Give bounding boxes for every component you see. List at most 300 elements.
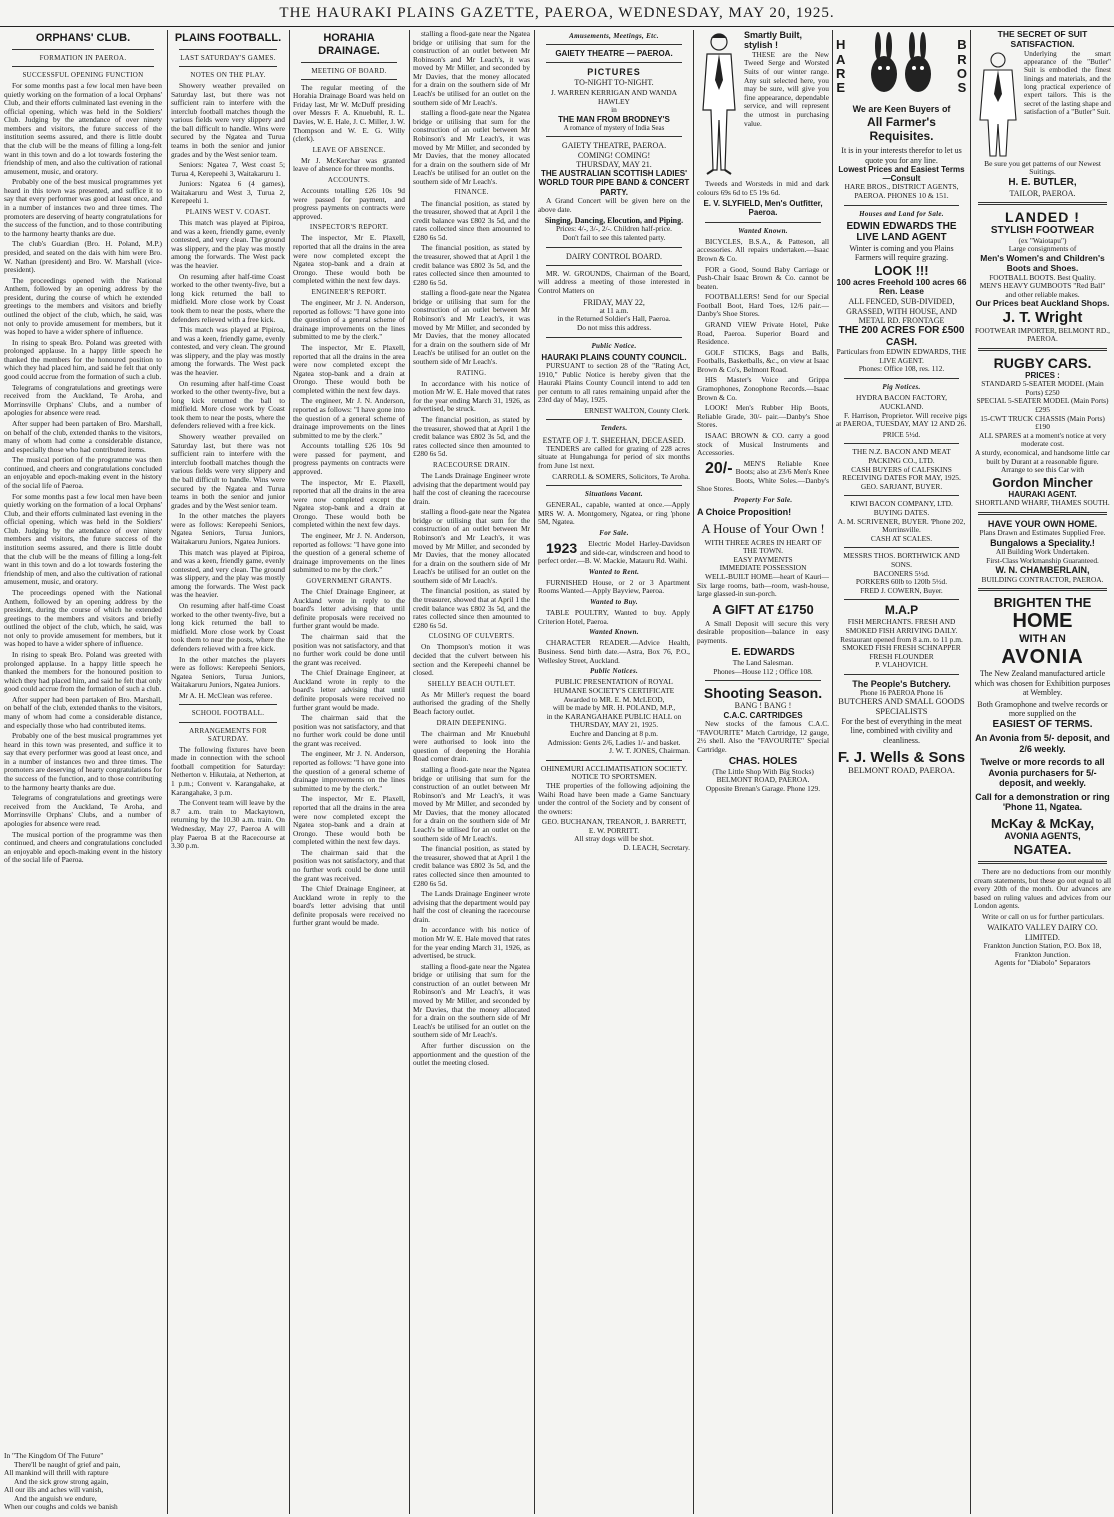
ad-signature: F. J. Wells & Sons xyxy=(837,748,966,766)
poem-line: And the anguish we endure, xyxy=(14,1493,97,1503)
notice-title: THE N.Z. BACON AND MEAT PACKING CO., LTD. xyxy=(852,447,951,465)
section-label: Property For Sale. xyxy=(733,495,793,504)
notice-title: DAIRY CONTROL BOARD. xyxy=(565,251,663,261)
hare-letters xyxy=(836,38,845,95)
ad-line: It is in your interests therefor to let us quote you for any line. xyxy=(841,146,962,165)
event-prices: Prices: 4/-, 3/-, 2/-. Children half-price. xyxy=(556,224,672,234)
paragraph: A Grand Concert will be given here on the above date. xyxy=(538,196,690,214)
ad-headline: BRIGHTEN THE xyxy=(993,595,1092,611)
column-rule xyxy=(970,30,971,1514)
ad-line: Phone 16 PAEROA Phone 16 xyxy=(860,689,943,698)
notice-owners: GEO. BUCHANAN, TREANOR, J. BARRETT, E. W. PORRITT. xyxy=(541,817,687,835)
ad-line: HAURAKI AGENT. xyxy=(1008,489,1077,499)
ad-headline: HAVE YOUR OWN HOME. xyxy=(987,518,1098,529)
paragraph: THE properties of the following adjoining the Waihi Road have been made a Game Sanctuary under the control of the Society and by consent of the owners: xyxy=(538,780,690,816)
section-title: LEAVE OF ABSENCE. xyxy=(312,145,386,154)
ad-signature: Gordon Mincher xyxy=(992,474,1093,490)
event-features: Singing, Dancing, Elocution, and Piping. xyxy=(544,216,684,226)
ad-line: Call for a demonstration or ring 'Phone 11, Ngatea. xyxy=(975,791,1110,812)
paragraph: This match was played at Pipiroa, and was a keen, friendly game, evenly contested, and very clean. The ground was slippery, and the play was mostly among the forwards. The West pack was the heavier. xyxy=(171,218,285,271)
notice-line: in the KARANGAHAKE PUBLIC HALL on THURSDAY, MAY 21, 1925. xyxy=(546,711,682,730)
paragraph: stalling a flood-gate near the Ngatea bridge or utilising that sum for the construction of an outlet between Mr Robinson's and Mr Leach's, it was moved by Mr Miller, and seconded by Mr Davies, that the money allocated for a drain on the southern side of Mr Leach's be utilised for an outlet on the southern side of Mr Leach's. xyxy=(413,507,530,585)
ad-line: SHORTLAND WHARF, THAMES SOUTH. xyxy=(975,498,1110,507)
classified-ad: BICYCLES, B.S.A., & Patteson, all accessories. All repairs undertaken.—Isaac Brown & Co. xyxy=(697,236,829,263)
section-title: FINANCE. xyxy=(454,188,489,197)
paragraph: On resuming after half-time Coast worked to the other twenty-five, but a long kick returned the ball to midfield. More close work by Coast took them to near the posts, where the defenders relieved with a free kick. xyxy=(171,601,285,653)
paragraph: As Mr Miller's request the board authorised the grading of the Shelly Beach factory outlet. xyxy=(413,689,530,717)
ad-line: EASY PAYMENTS xyxy=(733,554,793,564)
ad-line: For the best of everything in the meat line, combined with civility and cleanliness. xyxy=(841,717,962,745)
paragraph: Juniors: Ngatea 6 (4 games), Waitakaruru and West 3, Turua 2, Kerepeehi 1. xyxy=(171,179,285,206)
ad-headline: LANDED ! xyxy=(1005,208,1080,225)
ad-headline: HOME xyxy=(1012,610,1073,633)
classified-ad: GENERAL, capable, wanted at once.—Apply MRS W. A. Montgomery, Ngatea, or ring 'phone 5M, Ngatea. xyxy=(538,500,690,527)
tailored-suit-illustration xyxy=(974,50,1022,160)
paragraph: This match was played at Pipiroa, and was a keen, friendly game, evenly contested, and very clean. The ground was slippery, and the play was mostly among the forwards. The West pack was the heavier. xyxy=(171,547,285,600)
ad-line: (The Little Shop With Big Stocks) xyxy=(712,766,814,776)
notice-time: at 11 a.m. xyxy=(599,305,629,315)
notice-signature: CARROLL & SOMERS, Solicitors, Te Aroha. xyxy=(552,471,690,481)
film-title: THE MAN FROM BRODNEY'S xyxy=(558,115,670,125)
paragraph: On Thompson's motion it was decided that the culvert between his section and the Kerepeehi channel be closed. xyxy=(413,642,530,678)
ad-signature: WAIKATO VALLEY DAIRY CO. LIMITED. xyxy=(987,923,1098,942)
paragraph: Showery weather prevailed on Saturday last, but there was not sufficient rain to interfere with the interclub football matches though the various fields were very slippery and the ball difficult to handle. Wins were secured by the Ngatea and Turua teams in both the senior and junior grades and by the West senior team. xyxy=(171,432,285,510)
ad-signature: P. VLAHOVICH. xyxy=(875,660,928,670)
paragraph: The musical portion of the programme was then continued, and cheers and congratulations concluded an enjoyable and epoch-making event in the history of the social life of Paeroa. xyxy=(4,829,162,865)
notice-date: FRIDAY, MAY 22, xyxy=(583,297,645,307)
ad-headline: Smartly Built, stylish ! xyxy=(744,30,803,51)
paragraph: On resuming after half-time Coast worked to the other twenty-five, but a long kick returned the ball to midfield. More close work by Coast took them to near the posts, where the defenders relieved with a free kick. xyxy=(171,378,285,431)
ad-line: BELMONT ROAD, PAEROA. xyxy=(716,775,810,785)
ad-line: Particulars from EDWIN EDWARDS, THE LIVE AGENT. xyxy=(836,347,967,365)
masthead xyxy=(0,0,1114,27)
paragraph: The inspector, Mr E. Plaxell, reported that all the drains in the area were now completed except the Ngatea stop-bank and a drain at Orongo. These would both be completed within the next few days. xyxy=(293,342,405,395)
venue-name: GAIETY THEATRE — PAEROA. xyxy=(555,49,673,59)
ad-line: BELMONT ROAD, PAEROA. xyxy=(848,765,955,776)
classified-ad: HIS Master's Voice and Grippa Gramophones, Zonophone Records.—Isaac Brown & Co. xyxy=(697,375,829,402)
ad-text: Write or call on us for further particulars. xyxy=(982,911,1105,921)
venue-name: GAIETY THEATRE, PAEROA. xyxy=(561,141,667,151)
notice-signature: ERNEST WALTON, County Clerk. xyxy=(584,405,690,415)
ad-line: IMMEDIATE POSSESSION xyxy=(719,563,807,573)
ad-headline: EASIEST OF TERMS. xyxy=(992,718,1093,730)
ad-headline: RUGBY CARS. xyxy=(993,354,1092,371)
ad-line: First-Class Workmanship Guaranteed. xyxy=(986,555,1099,565)
ad-line: MEN'S HEAVY GUMBOOTS "Red Ball" and other reliable makes. xyxy=(979,281,1106,299)
ad-headline: The People's Butchery. xyxy=(852,678,951,689)
paragraph: TENDERS are called for grazing of 228 acres situate at Hungahunga for period of six months from June 1st next. xyxy=(538,443,690,470)
section-subtitle: ARRANGEMENTS FOR SATURDAY. xyxy=(189,726,267,743)
section-label: For Sale. xyxy=(599,528,629,537)
ad-line: Agents for "Diabolo" Separators xyxy=(994,958,1091,968)
notice-line: Awarded to MR. E. M. McLEOD, xyxy=(563,694,665,704)
ad-line: PORKERS 60lb to 120lb 5½d. xyxy=(855,577,948,587)
ad-line: PRICES : xyxy=(1025,371,1060,381)
paragraph: In rising to speak Bro. Poland was greeted with prolonged applause. In a happy little speech he thanked the members for the honoured position to which they had placed him, and said he felt that only good could accrue from the formation of such a club. xyxy=(4,337,162,382)
ad-line: The Land Salesman. xyxy=(732,658,794,668)
classified-ad: LOOK! Men's Rubber Hip Boots, Reliable Grade, 30/- pair.—Danby's Shoe Stores. xyxy=(697,403,829,430)
ad-text: Electric Model Harley-Davidson and side-car, windscreen and hood to perfect order.—B. W. Mackie, Matauru Rd. Waihi. xyxy=(538,539,690,566)
section-title: ENGINEER'S REPORT. xyxy=(311,287,387,296)
ad-text: F. Harrison, Proprietor. Will receive pigs at PAEROA, TUESDAY, MAY 12 AND 26. xyxy=(836,410,967,429)
poem-line: All mankind will thrill with rapture xyxy=(4,1468,109,1478)
column-rule xyxy=(289,30,290,1514)
ad-headline: THE 200 ACRES FOR £500 CASH. xyxy=(838,325,965,348)
classified-ad: ISAAC BROWN & CO. carry a good stock of Musical Instruments and Accessories. xyxy=(697,430,829,458)
notice-title: PUBLIC PRESENTATION of ROYAL HUMANE SOCIETY'S CERTIFICATE xyxy=(553,677,675,695)
paragraph: The engineer, Mr J. N. Anderson, reported as follows: "I have gone into the question of a general scheme of drainage improvements on the lines submitted to me by the clerk." xyxy=(293,531,405,575)
paragraph: Probably one of the best musical programmes yet heard in this town was presented, and suffice it to say that every performer was good at least once, and in a number of instances two and three times. The promoters are deserving of hearty congratulations for the success of the function, and to those contributing to the harmony hearty thanks are due. xyxy=(4,731,162,792)
ad-line: The New Zealand manufactured article which was chosen for Exhibition purposes at Wembley. xyxy=(974,669,1111,697)
ad-line: SMOKED FISH FRESH SCHNAPPER FRESH FLOUNDER xyxy=(842,643,961,661)
paragraph: The financial position, as stated by the treasurer, showed that at April 1 the credit balance was £802 3s 5d, and the rates collected since then amounted to £280 6s 5d. xyxy=(413,844,530,888)
hares-logo xyxy=(856,32,946,102)
article-heading: PLAINS FOOTBALL. xyxy=(174,32,282,44)
paragraph: After further discussion on the apportionment and the question of the outlet the meeting closed. xyxy=(413,1040,530,1068)
ad-signature: W. N. CHAMBERLAIN, xyxy=(995,565,1090,576)
paragraph: stalling a flood-gate near the Ngatea bridge or utilising that sum for the construction of an outlet between Mr Robinson's and Mr Leach's, it was moved by Mr Miller, and seconded by Mr Davies, that the money allocated for a drain on the southern side of Mr Leach's be utilised for an outlet on the southern side of Mr Leach's. xyxy=(413,30,530,107)
suited-man-illustration xyxy=(697,30,741,180)
section-title: ACCOUNTS. xyxy=(327,175,371,184)
notice-place: in the Returned Soldier's Hall, Paeroa. xyxy=(557,314,671,324)
price-line: 15-CWT TRUCK CHASSIS (Main Ports) £190 xyxy=(980,413,1105,432)
paragraph: The proceedings opened with the National Anthem, followed by an opening address by the president, during the course of which he extended greetings to the members and visitors and briefly outlined the object of the club, which, he said, was not only to provide amusement for members, but it was hoped to have a wider sphere of influence. xyxy=(4,275,162,337)
paragraph: On resuming after half-time Coast worked to the other twenty-five, but a long kick returned the ball to midfield. More close work by Coast took them to near the posts, where the defenders relieved with a free kick. xyxy=(171,271,285,324)
paragraph: The following fixtures have been made in connection with the school football competition for Saturday: Netherton v. Hikutaia, at Netherton, at 1 p.m.; Convent v. Karangahake, at Karangahake, 3 p.m. xyxy=(171,744,285,797)
paragraph: The inspector, Mr E. Plaxell, reported that all the drains in the area were now completed except the Ngatea stop-bank and a drain at Orongo. These would both be completed within the next few days. xyxy=(293,794,405,847)
ad-line: 100 acres Freehold 100 acres 66 Ren. Lease xyxy=(836,276,967,297)
ad-headline: LOOK !!! xyxy=(874,262,929,278)
ad-signature: CHAS. HOLES xyxy=(728,756,798,768)
column-rule xyxy=(693,30,694,1514)
ad-text: WELL-BUILT HOME—heart of Kauri—Six large rooms, bath—room, wash-house, large glassed-in sun-porch. xyxy=(697,571,829,599)
ad-signature: H. E. BUTLER, xyxy=(1008,177,1077,189)
ad-line: (ex "Waiotapu") xyxy=(1018,235,1067,245)
bros-letter: O xyxy=(956,66,967,81)
paragraph: This match was played at Pipiroa, and was a keen, friendly game, evenly contested, and very clean. The ground was slippery, and the play was mostly among the forwards. The West pack was the heavier. xyxy=(171,325,285,377)
ad-line: A sturdy, economical, and handsome little car built by Durant at a reasonable figure. xyxy=(975,447,1110,466)
paragraph: For some months past a few local men have been quietly working on the formation of a local Orphans' Club, and their efforts culminated last evening in the official opening, which was held in the Soldiers' Club. Judging by the attendance of over ninety members and visitors, the future success of the institution seems assured, and there is little doubt that the club will be the means of filling a long-felt want in this town and do a lot towards fostering the friendship of men, and also the cultivation of rational amusement, music, and oratory. xyxy=(4,491,162,587)
ad-line: AVONIA AGENTS, xyxy=(1004,831,1081,842)
film-subtitle: A romance of mystery of India Seas xyxy=(563,124,665,133)
ad-line: WITH THREE ACRES IN HEART OF THE TOWN. xyxy=(704,537,822,556)
notice-title: OHINEMURI ACCLIMATISATION SOCIETY. xyxy=(540,763,688,773)
paragraph: After supper had been partaken of Bro. Marshall, on behalf of the club, extended thanks to the visitors, many of whom had come a considerable distance, and especially those who had contributed items. xyxy=(4,694,162,730)
price-line: SPECIAL 5-SEATER MODEL (Main Ports) £295 xyxy=(976,396,1109,415)
ad-headline: A House of Your Own ! xyxy=(701,520,825,536)
notice-line: will be made by MR. H. POLAND, M.P., xyxy=(552,703,676,713)
paragraph: PURSUANT to section 28 of the "Rating Act, 1910," Public Notice is hereby given that the Hauraki Plains County Council intend to add ten per centum to all rates remaining unpaid after the 23rd day of May, 1925. xyxy=(538,360,690,405)
event-time: TO-NIGHT TO-NIGHT. xyxy=(574,77,654,87)
paragraph: The Chief Drainage Engineer, at Auckland wrote in reply to the board's letter advising that until definite proposals were received no further grant would be made. xyxy=(293,668,405,712)
classified-ad: FOOTBALLERS! Send for our Special Football Boot, Hard Toes, 12/6 pair.—Danby's Shoe Stores. xyxy=(697,292,829,319)
ad-text: THESE are the New Tweed Serge and Worsted Suits of our winter range. Any suit selected here, you may be sure, will give you fine appearance, dependable service, and will represent the utmost in purchasing value. xyxy=(744,49,829,128)
notice-line: Euchre and Dancing at 8 p.m. xyxy=(569,728,659,738)
price-line: STANDARD 5-SEATER MODEL (Main Ports) £250 xyxy=(981,379,1104,397)
ad-line: BUTCHERS AND SMALL GOODS SPECIALISTS xyxy=(838,696,965,717)
section-title: PLAINS WEST V. COAST. xyxy=(185,208,271,217)
classified-ad xyxy=(538,540,690,566)
ad-text: A Small Deposit will secure this very desirable proposition—balance in easy payments. xyxy=(697,618,829,645)
paragraph: The inspector, Mr E. Plaxell, reported that all the drains in the area were now completed except the Ngatea stop-bank and a drain at Orongo. These would both be completed within the next few days. xyxy=(293,477,405,530)
classified-ad: CHARACTER READER.—Advice Health, Business. Send birth date.—Astra, Box 76, P.O., Wellesley Street, Auckland. xyxy=(538,638,690,665)
paragraph: The proceedings opened with the National Anthem, followed by an opening address by the president, during the course of which he extended greetings to the members and visitors and briefly outlined the object of the club, which, he said, was not only to provide amusement for members, but it was hoped to have a wider sphere of influence. xyxy=(4,587,162,649)
paragraph: stalling a flood-gate near the Ngatea bridge or utilising that sum for the construction of an outlet between Mr Robinson's and Mr Leach's, it was moved by Mr Miller, and seconded by Mr Davies, that the money allocated for a drain on the southern side of Mr Leach's be utilised for an outlet on the southern side of Mr Leach's. xyxy=(413,108,530,186)
paragraph: In accordance with his notice of motion Mr W. E. Hale moved that rates for the year ending March 31, 1926, as advertised, be struck. xyxy=(413,378,530,414)
section-label: Pig Notices. xyxy=(882,383,921,392)
paragraph: The Lands Drainage Engineer wrote advising that the department would pay half the cost of cleaning the racecourse drain. xyxy=(413,470,530,506)
ad-year: 1923 xyxy=(546,540,578,557)
ad-line: FISH MERCHANTS. FRESH AND SMOKED FISH ARRIVING DAILY. xyxy=(845,617,958,635)
hare-letter: R xyxy=(836,66,846,81)
ad-line: CASH BUYERS of CALFSKINS xyxy=(851,464,952,474)
paragraph: The engineer, Mr J. N. Anderson, reported as follows: "I have gone into the question of a general scheme of drainage improvements on the lines submitted to me by the clerk." xyxy=(293,749,405,793)
paragraph: Accounts totalling £26 10s 9d were passed for payment, and progress payments on contracts were approved. xyxy=(293,441,405,477)
ad-line: BUYING DATES. xyxy=(873,508,930,518)
ad-line: Lowest Prices and Easiest Terms—Consult xyxy=(838,164,965,184)
ad-line: Restaurant opened from 8 a.m. to 11 p.m. xyxy=(840,634,963,644)
article-heading: HORAHIA DRAINAGE. xyxy=(318,32,380,57)
event-in: in xyxy=(611,105,617,115)
section-title: RACECOURSE DRAIN. xyxy=(432,460,511,469)
ad-line: BACONERS 5½d. xyxy=(873,568,930,578)
ad-line: Opposite Brenan's Garage. Phone 129. xyxy=(705,784,821,794)
paragraph: Showery weather prevailed on Saturday last, but there was not sufficient rain to interfere with the interclub football matches though the various fields were very slippery and the ball difficult to handle. Wins were secured by the Ngatea and Turua teams in both the senior and junior grades and by the West senior team. xyxy=(171,80,285,159)
paragraph: After supper had been partaken of Bro. Marshall, on behalf of the club, extended thanks to the visitors, many of whom had come a considerable distance, and especially those who had contributed items. xyxy=(4,418,162,454)
ad-line: ALL SPARES at a moment's notice at very moderate cost. xyxy=(978,430,1107,449)
ad-line: PRICE 5½d. xyxy=(882,429,921,439)
notice-signature: J. W. T. JONES, Chairman. xyxy=(609,746,690,756)
ad-signature: E. V. SLYFIELD, Men's Outfitter, Paeroa. xyxy=(703,199,823,218)
ad-line: Frankton Junction Station, P.O. Box 18, Frankton Junction. xyxy=(983,940,1102,959)
section-title: SCHOOL FOOTBALL. xyxy=(191,709,265,718)
ad-signature: J. T. Wright xyxy=(1002,309,1083,327)
ad-headline: M.A.P xyxy=(884,603,919,618)
article-subheading: FORMATION IN PAEROA. xyxy=(39,53,127,62)
poem-line: And the sick grow strong again, xyxy=(14,1476,109,1486)
ad-line: Phones: Office 108, res. 112. xyxy=(858,364,945,374)
hare-letter: H xyxy=(836,37,846,53)
section-label: Public Notices. xyxy=(589,667,639,676)
section-label: Wanted to Rent. xyxy=(588,567,640,576)
ad-line: Large consignments of xyxy=(1008,244,1077,254)
poem xyxy=(4,1452,162,1512)
paragraph: The chairman said that the position was not satisfactory, and that no further work could be done until the grant was received. xyxy=(293,847,405,883)
classified-ad: FOR a Good, Sound Baby Carriage or Push-Chair Isaac Brown & Co. cannot be beaten. xyxy=(697,264,829,291)
paragraph: stalling a flood-gate near the Ngatea bridge or utilising that sum for the construction of an outlet between Mr Robinson's and Mr Leach's, it was moved by Mr Miller, and seconded by Mr Davies, that the money allocated for a drain on the southern side of Mr Leach's be utilised for an outlet on the southern side of Mr Leach's. xyxy=(413,288,530,366)
section-title: INSPECTOR'S REPORT. xyxy=(309,223,389,232)
column-plains-football xyxy=(171,30,285,1514)
notice-note: Do not miss this address. xyxy=(576,323,652,332)
ad-headline: Shooting Season. xyxy=(703,685,823,702)
ad-line: ALL FENCED, SUB-DIVIDED, GRASSED, WITH HOUSE, AND METAL RD. FRONTAGE xyxy=(846,297,957,325)
column-butler xyxy=(974,30,1111,1514)
classified-ad xyxy=(697,460,829,494)
notice-title: ESTATE OF J. T. SHEEHAN, DECEASED. xyxy=(542,435,686,445)
ad-line: We are Keen Buyers of xyxy=(852,104,951,114)
section-title: SHELLY BEACH OUTLET. xyxy=(427,679,516,688)
ad-line: STYLISH FOOTWEAR xyxy=(990,225,1095,237)
paragraph: The financial position, as stated by the treasurer, showed that at April 1 the credit balance was £802 3s 5d, and the rates collected since then amounted to £280 6s 5d. xyxy=(413,586,530,630)
ad-line: An Avonia from 5/- deposit, and 2/6 weekly. xyxy=(975,733,1110,754)
section-label: Amusements, Meetings, Etc. xyxy=(569,32,659,40)
paragraph: The regular meeting of the Horahia Drainage Board was held on Friday last, Mr W. McDuff presiding over Messrs F. A. Knuebuhl, R. L. Davies, W. E. Hale, J. C. Miller, J. W. Thompson and W. E. G. Willy (clerk). xyxy=(293,82,405,144)
column-amusements xyxy=(538,30,690,1514)
ad-line: FOOTWEAR IMPORTER, BELMONT RD., PAEROA. xyxy=(975,325,1110,344)
section-title: CLOSING OF CULVERTS. xyxy=(428,632,515,641)
ad-headline: All Farmer's Requisites. xyxy=(867,115,936,144)
hare-letter: A xyxy=(836,51,846,67)
column-rule xyxy=(409,30,410,1514)
paragraph: The musical portion of the programme was then continued, and cheers and congratulations concluded an enjoyable and epoch-making event in the history of the social life of Paeroa. xyxy=(4,455,162,490)
ad-line: C.A.C. CARTRIDGES xyxy=(723,710,803,720)
paragraph: Seniors: Ngatea 7, West coast 5; Turua 4, Kerepeehi 3, Waitakaruru 1. xyxy=(171,160,285,178)
paragraph: For some months past a few local men have been quietly working on the formation of a local Orphans' Club, and their efforts culminated last evening in the official opening, which was held in the Soldiers' Club. Judging by the attendance of over ninety members and visitors, the future success of the institution seems assured, and there is little doubt that the club will be the means of filling a long-felt want in this town and do a lot towards fostering the friendship of men, and also the cultivation of rational amusement, music, and oratory. xyxy=(4,80,162,176)
column-rule xyxy=(167,30,168,1514)
ad-line: NGATEA. xyxy=(1013,841,1072,857)
paragraph: Telegrams of congratulations and greetings were received from the Auckland, Te Aroha, and Morrinsville Orphans' Clubs, and a number of apologies for absence were read. xyxy=(4,382,162,418)
masthead-title: THE HAURAKI PLAINS GAZETTE, PAEROA, WEDNESDAY, MAY 20, 1925. xyxy=(279,5,835,21)
notice-line: All stray dogs will be shot. xyxy=(574,834,654,844)
notice-title: MESSRS THOS. BORTHWICK AND SONS. xyxy=(843,551,960,570)
notice-title: KIWI BACON COMPANY, LTD. xyxy=(850,499,953,509)
article-heading: ORPHANS' CLUB. xyxy=(35,32,131,44)
notice-title: HAURAKI PLAINS COUNTY COUNCIL. xyxy=(541,352,687,362)
ad-signature: GEO. SARJANT, BUYER. xyxy=(860,481,943,491)
section-label: Wanted Known. xyxy=(589,628,639,637)
ad-headline: A Choice Proposition! xyxy=(697,507,792,518)
bros-letter: S xyxy=(957,80,967,96)
ad-line: Bungalows a Speciality.! xyxy=(990,537,1095,548)
event-date: THURSDAY, MAY 21. xyxy=(576,159,652,169)
hare-letter: E xyxy=(836,80,846,96)
paragraph: In rising to speak Bro. Poland was greeted with prolonged applause. In a happy little speech he thanked the members for the honoured position to which they had placed him, and said he felt that only good could accrue from the formation of such a club. xyxy=(4,649,162,694)
section-label: Tenders. xyxy=(600,424,628,433)
paragraph: In accordance with his notice of motion Mr W. E. Hale moved that rates for the year ending March 31, 1926, as advertised, be struck. xyxy=(413,925,530,961)
ad-text: MEN'S Reliable Knee Boots; also at 23/6 Men's Knee Boots, White Soles.—Danby's Shoe Stores. xyxy=(697,458,829,494)
ad-headline: EDWIN EDWARDS THE LIVE LAND AGENT xyxy=(846,220,957,244)
coming-banner: COMING! COMING! xyxy=(577,150,651,160)
column-hare-bros xyxy=(836,30,967,1514)
paragraph: The financial position, as stated by the treasurer, showed that at April 1 the credit balance was £802 3s 5d, and the rates collected since then amounted to £280 6s 5d. xyxy=(413,414,530,459)
article-subheading: LAST SATURDAY'S GAMES. xyxy=(180,53,276,62)
ad-line: TAILOR, PAEROA. xyxy=(1009,188,1076,198)
paragraph: The chairman said that the position was not satisfactory, and that no further work could be done until the grant was received. xyxy=(293,631,405,667)
ad-line: BUILDING CONTRACTOR, PAEROA. xyxy=(981,574,1104,584)
event-note: Don't fail to see this talented party. xyxy=(562,233,666,242)
ad-text: Underlying the smart appearance of the "Butler" Suit is embodied the finest linings and materials, and the long practical experience of expert tailors. This is the secret of the lasting shape and satisfaction of a "Butler" Suit. xyxy=(1024,49,1111,117)
column-rule xyxy=(534,30,535,1514)
paragraph: The engineer, Mr J. N. Anderson, reported as follows: "I have gone into the question of a general scheme of drainage improvements on the lines submitted to me by the clerk." xyxy=(293,396,405,440)
notice-title: HYDRA BACON FACTORY, AUCKLAND. xyxy=(855,393,948,411)
poem-line: In "The Kingdom Of The Future" xyxy=(4,1450,104,1460)
ad-line: RECEIVING DATES FOR MAY, 1925. xyxy=(842,473,961,483)
paragraph: Mr J. McKerchar was granted leave of absence for three months. xyxy=(293,155,405,174)
ad-line: Both Gramophone and twelve records or more supplied on the xyxy=(977,700,1108,719)
section-label: Houses and Land for Sale. xyxy=(859,209,944,218)
poem-line: All our ills and aches will vanish, xyxy=(4,1485,104,1495)
ad-line: Men's Women's and Children's Boots and Shoes. xyxy=(980,252,1105,273)
ad-line: Plans Drawn and Estimates Supplied Free. xyxy=(979,528,1106,538)
paragraph: Telegrams of congratulations and greetings were received from the Auckland, Te Aroha, and Morrinsville Orphans' Clubs, and a number of apologies for absence were read. xyxy=(4,793,162,828)
paragraph: The inspector, Mr E. Plaxell, reported that all the drains in the area were now completed except the Ngatea stop-bank and a drain at Orongo. These would both be completed within the next few days. xyxy=(293,233,405,286)
section-title: GOVERNMENT GRANTS. xyxy=(306,576,392,585)
column-horahia-drainage xyxy=(293,30,405,1514)
event-title: PICTURES xyxy=(587,67,641,78)
ad-line: Winter is coming and you Plains Farmers will require grazing. xyxy=(849,243,954,263)
classified-ad: GRAND VIEW Private Hotel, Puke Road, Paeroa. Superior Board and Residence. xyxy=(697,320,829,347)
paragraph: The chairman said that the position was not satisfactory, and that no further work could be done until the grant was received. xyxy=(293,713,405,748)
ad-signature: McKay & McKay, xyxy=(990,816,1095,832)
section-label: Public Notice. xyxy=(591,341,637,350)
classified-ad: GOLF STICKS, Bags and Balls, Footballs, Basketballs, &c., on view at Isaac Brown & Co's, Belmont Road. xyxy=(697,347,829,374)
ad-signature: E. EDWARDS xyxy=(731,647,795,659)
paragraph: MR. W. GROUNDS, Chairman of the Board, will address a meeting of those interested in Control Matters on xyxy=(538,268,690,295)
paragraph: The engineer, Mr J. N. Anderson, reported as follows: "I have gone into the question of a general scheme of drainage improvements on the lines submitted to me by the clerk." xyxy=(293,298,405,342)
ad-line: Arrange to see this Car with xyxy=(1000,465,1085,475)
paragraph: In the other matches the players were as follows: Kerepeehi Seniors, Ngatea Seniors, Turua Juniors, Waitakaruru Juniors, Ngatea Juniors. xyxy=(171,511,285,546)
section-title: NOTES ON THE PLAY. xyxy=(190,70,266,79)
paragraph: The club's Guardian (Bro. H. Poland, M.P.) presided, and seated on the dais with him were Bro. W. Nathan (president) and Bro. W. Marshall (vice-president). xyxy=(4,239,162,275)
ad-line: Our Prices beat Auckland Shops. xyxy=(975,298,1110,309)
ad-signature: HARE BROS., DISTRICT AGENTS, PAEROA. PHONES 10 & 151. xyxy=(844,182,959,200)
ad-headline: THE SECRET OF SUIT SATISFACTION. xyxy=(997,30,1088,49)
classified-ad: TABLE POULTRY, Wanted to buy. Apply Criterion Hotel, Paeroa. xyxy=(538,608,690,626)
section-title: RATING. xyxy=(456,368,487,377)
paragraph: Mr A. H. McClean was referee. xyxy=(179,690,273,700)
ad-line: Twelve or more records to all Avonia purchasers for 5/- deposit, and weekly. xyxy=(980,757,1105,789)
ad-line: FOOTBALL BOOTS. Best Quality. xyxy=(989,272,1096,282)
ad-text: New stocks of the famous C.A.C. "FAVOURITE" Match Cartridge, 12 gauge, 2½ shell. Also the "FAVOURITE" Special Cartridge. xyxy=(697,718,829,754)
paragraph: The chairman and Mr Knuebuhl were authorised to look into the question of deepening the Horahia Road corner drain. xyxy=(413,728,530,764)
bros-letter: R xyxy=(957,51,967,67)
section-label: Situations Vacant. xyxy=(585,490,643,499)
paragraph: stalling a flood-gate near the Ngatea bridge or utilising that sum for the construction of an outlet between Mr Robinson's and Mr Leach's, it was moved by Mr Miller, and seconded by Mr Davies, that the money allocated for a drain on the southern side of Mr Leach's be utilised for an outlet on the southern side of Mr Leach's. xyxy=(413,961,530,1040)
paragraph: In the other matches the players were as follows: Kerepeehi Seniors, Ngatea Seniors, Turua Juniors, Waitakaruru Juniors, Ngatea Juniors. xyxy=(171,654,285,690)
paragraph: Accounts totalling £26 10s 9d were passed for payment, and progress payments on contracts were approved. xyxy=(293,186,405,221)
section-label: Wanted to Buy. xyxy=(590,598,638,607)
paragraph: The Convent team will leave by the 8.7 a.m. train to Mackaytown, returning by the 10.30 a.m. train. On Wednesday, May 27, Paeroa A will play Paeroa B at the Racecourse at 3.30 p.m. xyxy=(171,798,285,851)
ad-signature: FRED J. COWERN, Buyer. xyxy=(860,585,943,595)
ad-text: Tweeds and Worsteds in mid and dark colours 69s 6d to £5 19s 6d. xyxy=(697,179,829,197)
notice-signature: D. LEACH, Secretary. xyxy=(623,843,690,853)
classified-ad: FURNISHED House, or 2 or 3 Apartment Rooms Wanted.—Apply Bayview, Paeroa. xyxy=(538,577,690,596)
ad-price: 20/- xyxy=(705,459,733,477)
column-rule xyxy=(832,30,833,1514)
poem-line: There'll be naught of grief and pain, xyxy=(14,1459,121,1469)
notice-line: Admission: Gents 2/6, Ladies 1/- and basket. xyxy=(547,737,681,747)
paragraph: The Chief Drainage Engineer, at Auckland wrote in reply to the board's letter advising that until definite proposals were received no further grant would be made. xyxy=(293,587,405,631)
paragraph: The financial position, as stated by the treasurer, showed that at April 1 the credit balance was £802 3s 5d, and the rates collected since then amounted to £280 6s 5d. xyxy=(413,243,530,287)
article-subheading: MEETING OF BOARD. xyxy=(311,66,387,75)
notice-subtitle: NOTICE TO SPORTSMEN. xyxy=(571,772,657,782)
article-intro: SUCCESSFUL OPENING FUNCTION xyxy=(22,70,144,79)
section-label: Wanted Known. xyxy=(738,226,788,235)
bros-letters xyxy=(957,38,967,95)
section-title: DRAIN DEEPENING. xyxy=(436,718,507,727)
paragraph: The Lands Drainage Engineer wrote advising that the department would pay half the cost of cleaning the racecourse drain. xyxy=(413,889,530,924)
event-title: THE AUSTRALIAN SCOTTISH LADIES' WORLD TOUR PIPE BAND & CONCERT PARTY. xyxy=(538,169,690,197)
column-slyfield xyxy=(697,30,829,1514)
ad-line: Be sure you get patterns of our Newest Suitings. xyxy=(984,158,1101,177)
column-orphans-club xyxy=(4,30,162,1514)
ad-line: CASH AT SCALES. xyxy=(870,533,933,543)
paragraph: The Chief Drainage Engineer, at Auckland wrote in reply to the board's letter advising that until definite proposals were received no further grant would be made. xyxy=(293,884,405,928)
bros-letter: B xyxy=(957,37,967,53)
ad-line: All Building Work Undertaken. xyxy=(995,547,1090,557)
paragraph: stalling a flood-gate near the Ngatea bridge or utilising that sum for the construction of an outlet between Mr Robinson's and Mr Leach's, it was moved by Mr Miller, and seconded by Mr Davies, that the money allocated for a drain on the southern side of Mr Leach's be utilised for an outlet on the southern side of Mr Leach's. xyxy=(413,765,530,843)
ad-text: There are no deductions from our monthly cream statements, but these go out equal to all every 20th of the month. Our advances are based on ruling values and advices from our London agents. xyxy=(974,866,1111,911)
